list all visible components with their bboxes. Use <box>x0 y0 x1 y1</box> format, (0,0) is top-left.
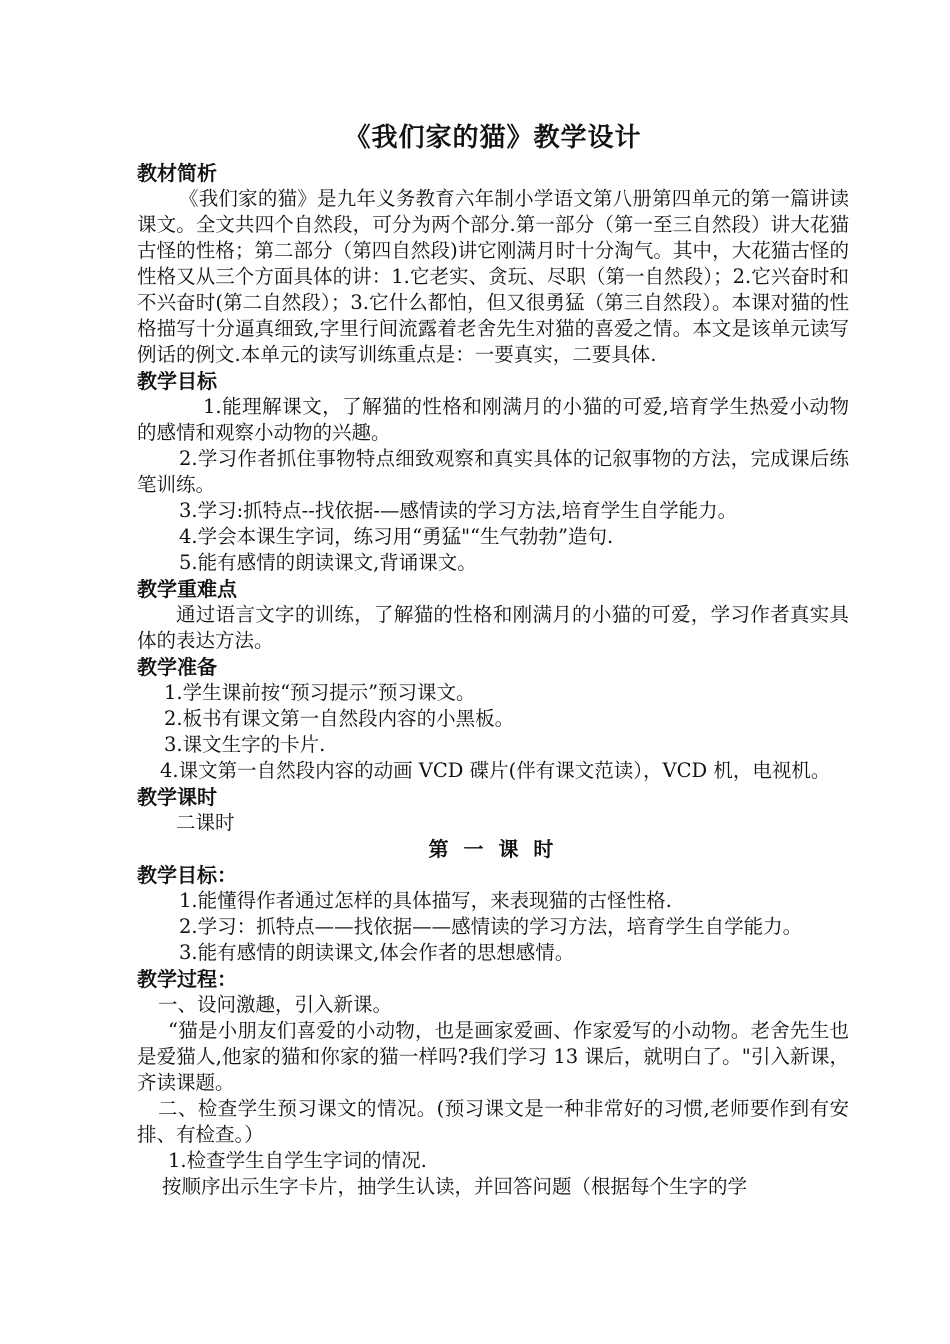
objective-item: 5.能有感情的朗读课文,背诵课文。 <box>179 551 477 574</box>
preparation-item: 4.课文第一自然段内容的动画 VCD 碟片(伴有课文范读），VCD 机，电视机。 <box>160 759 831 782</box>
preparation-item: 2.板书有课文第一自然段内容的小黑板。 <box>164 707 515 730</box>
objective-item: 2.学习作者抓住事物特点细致观察和真实具体的记叙事物的方法，完成课后练笔训练。 <box>137 447 849 496</box>
section-heading-class-hours: 教学课时 <box>137 785 217 809</box>
objective-item: 3.学习:抓特点--找依据-—感情读的学习方法,培育学生自学能力。 <box>179 499 738 522</box>
process-line: “猫是小朋友们喜爱的小动物，也是画家爱画、作家爱写的小动物。老舍先生也是爱猫人,他家的猫和你家的猫一样吗?我们学习 13 课后，就明白了。"引入新课，齐读课题。 <box>137 1019 849 1094</box>
preparation-item: 1.学生课前按“预习提示”预习课文。 <box>164 681 476 704</box>
section-heading-teaching-objectives: 教学目标 <box>137 369 217 393</box>
section-heading-preparation: 教学准备 <box>137 655 217 679</box>
process-line: 1.检查学生自学生字词的情况. <box>168 1149 427 1172</box>
objective-item: 1.能理解课文，了解猫的性格和刚满月的小猫的可爱,培育学生热爱小动物的感情和观察小动物的兴趣。 <box>137 395 849 444</box>
section-heading-teaching-process: 教学过程： <box>137 967 237 991</box>
document-body <box>137 160 849 1200</box>
document-title: 《我们家的猫》教学设计 <box>344 123 642 153</box>
preparation-item: 3.课文生字的卡片. <box>164 733 326 756</box>
section-heading-textbook-analysis: 教材简析 <box>137 161 217 185</box>
section-heading-lesson-objectives: 教学目标： <box>137 863 237 887</box>
key-difficulties-paragraph: 通过语言文字的训练，了解猫的性格和刚满月的小猫的可爱，学习作者真实具体的表达方法。 <box>137 603 849 652</box>
textbook-analysis-paragraph: 《我们家的猫》是九年义务教育六年制小学语文第八册第四单元的第一篇讲读课文。全文共四个自然段，可分为两个部分.第一部分（第一至三自然段）讲大花猫古怪的性格；第二部分（第四自然段)讲它刚满月时十分淘气。其中，大花猫古怪的性格又从三个方面具体的讲：1.它老实、贪玩、尽职（第一自然段）；2.它兴奋时和不兴奋时(第二自然段）；3.它什么都怕，但又很勇猛（第三自然段）。本课对猫的性格描写十分逼真细致,字里行间流露着老舍先生对猫的喜爱之情。本文是该单元读写例话的例文.本单元的读写训练重点是：一要真实，二要具体. <box>137 187 849 366</box>
section-heading-key-difficulties: 教学重难点 <box>137 577 237 601</box>
lesson-objective-item: 3.能有感情的朗读课文,体会作者的思想感情。 <box>179 941 575 964</box>
class-hours-text: 二课时 <box>176 811 235 834</box>
process-line: 二、检查学生预习课文的情况。(预习课文是一种非常好的习惯,老师要作到有安排、有检查。） <box>137 1097 849 1146</box>
process-line: 一、设问激趣，引入新课。 <box>158 993 393 1016</box>
lesson-objective-item: 2.学习：抓特点——找依据——感情读的学习方法，培育学生自学能力。 <box>179 915 803 938</box>
process-line: 按顺序出示生字卡片，抽学生认读，并回答问题（根据每个生字的学 <box>162 1175 748 1198</box>
lesson-objective-item: 1.能懂得作者通过怎样的具体描写，来表现猫的古怪性格. <box>179 889 672 912</box>
objective-item: 4.学会本课生字词，练习用“勇猛"“生气勃勃”造句. <box>179 525 614 548</box>
lesson-heading: 第 一 课 时 <box>428 837 558 861</box>
